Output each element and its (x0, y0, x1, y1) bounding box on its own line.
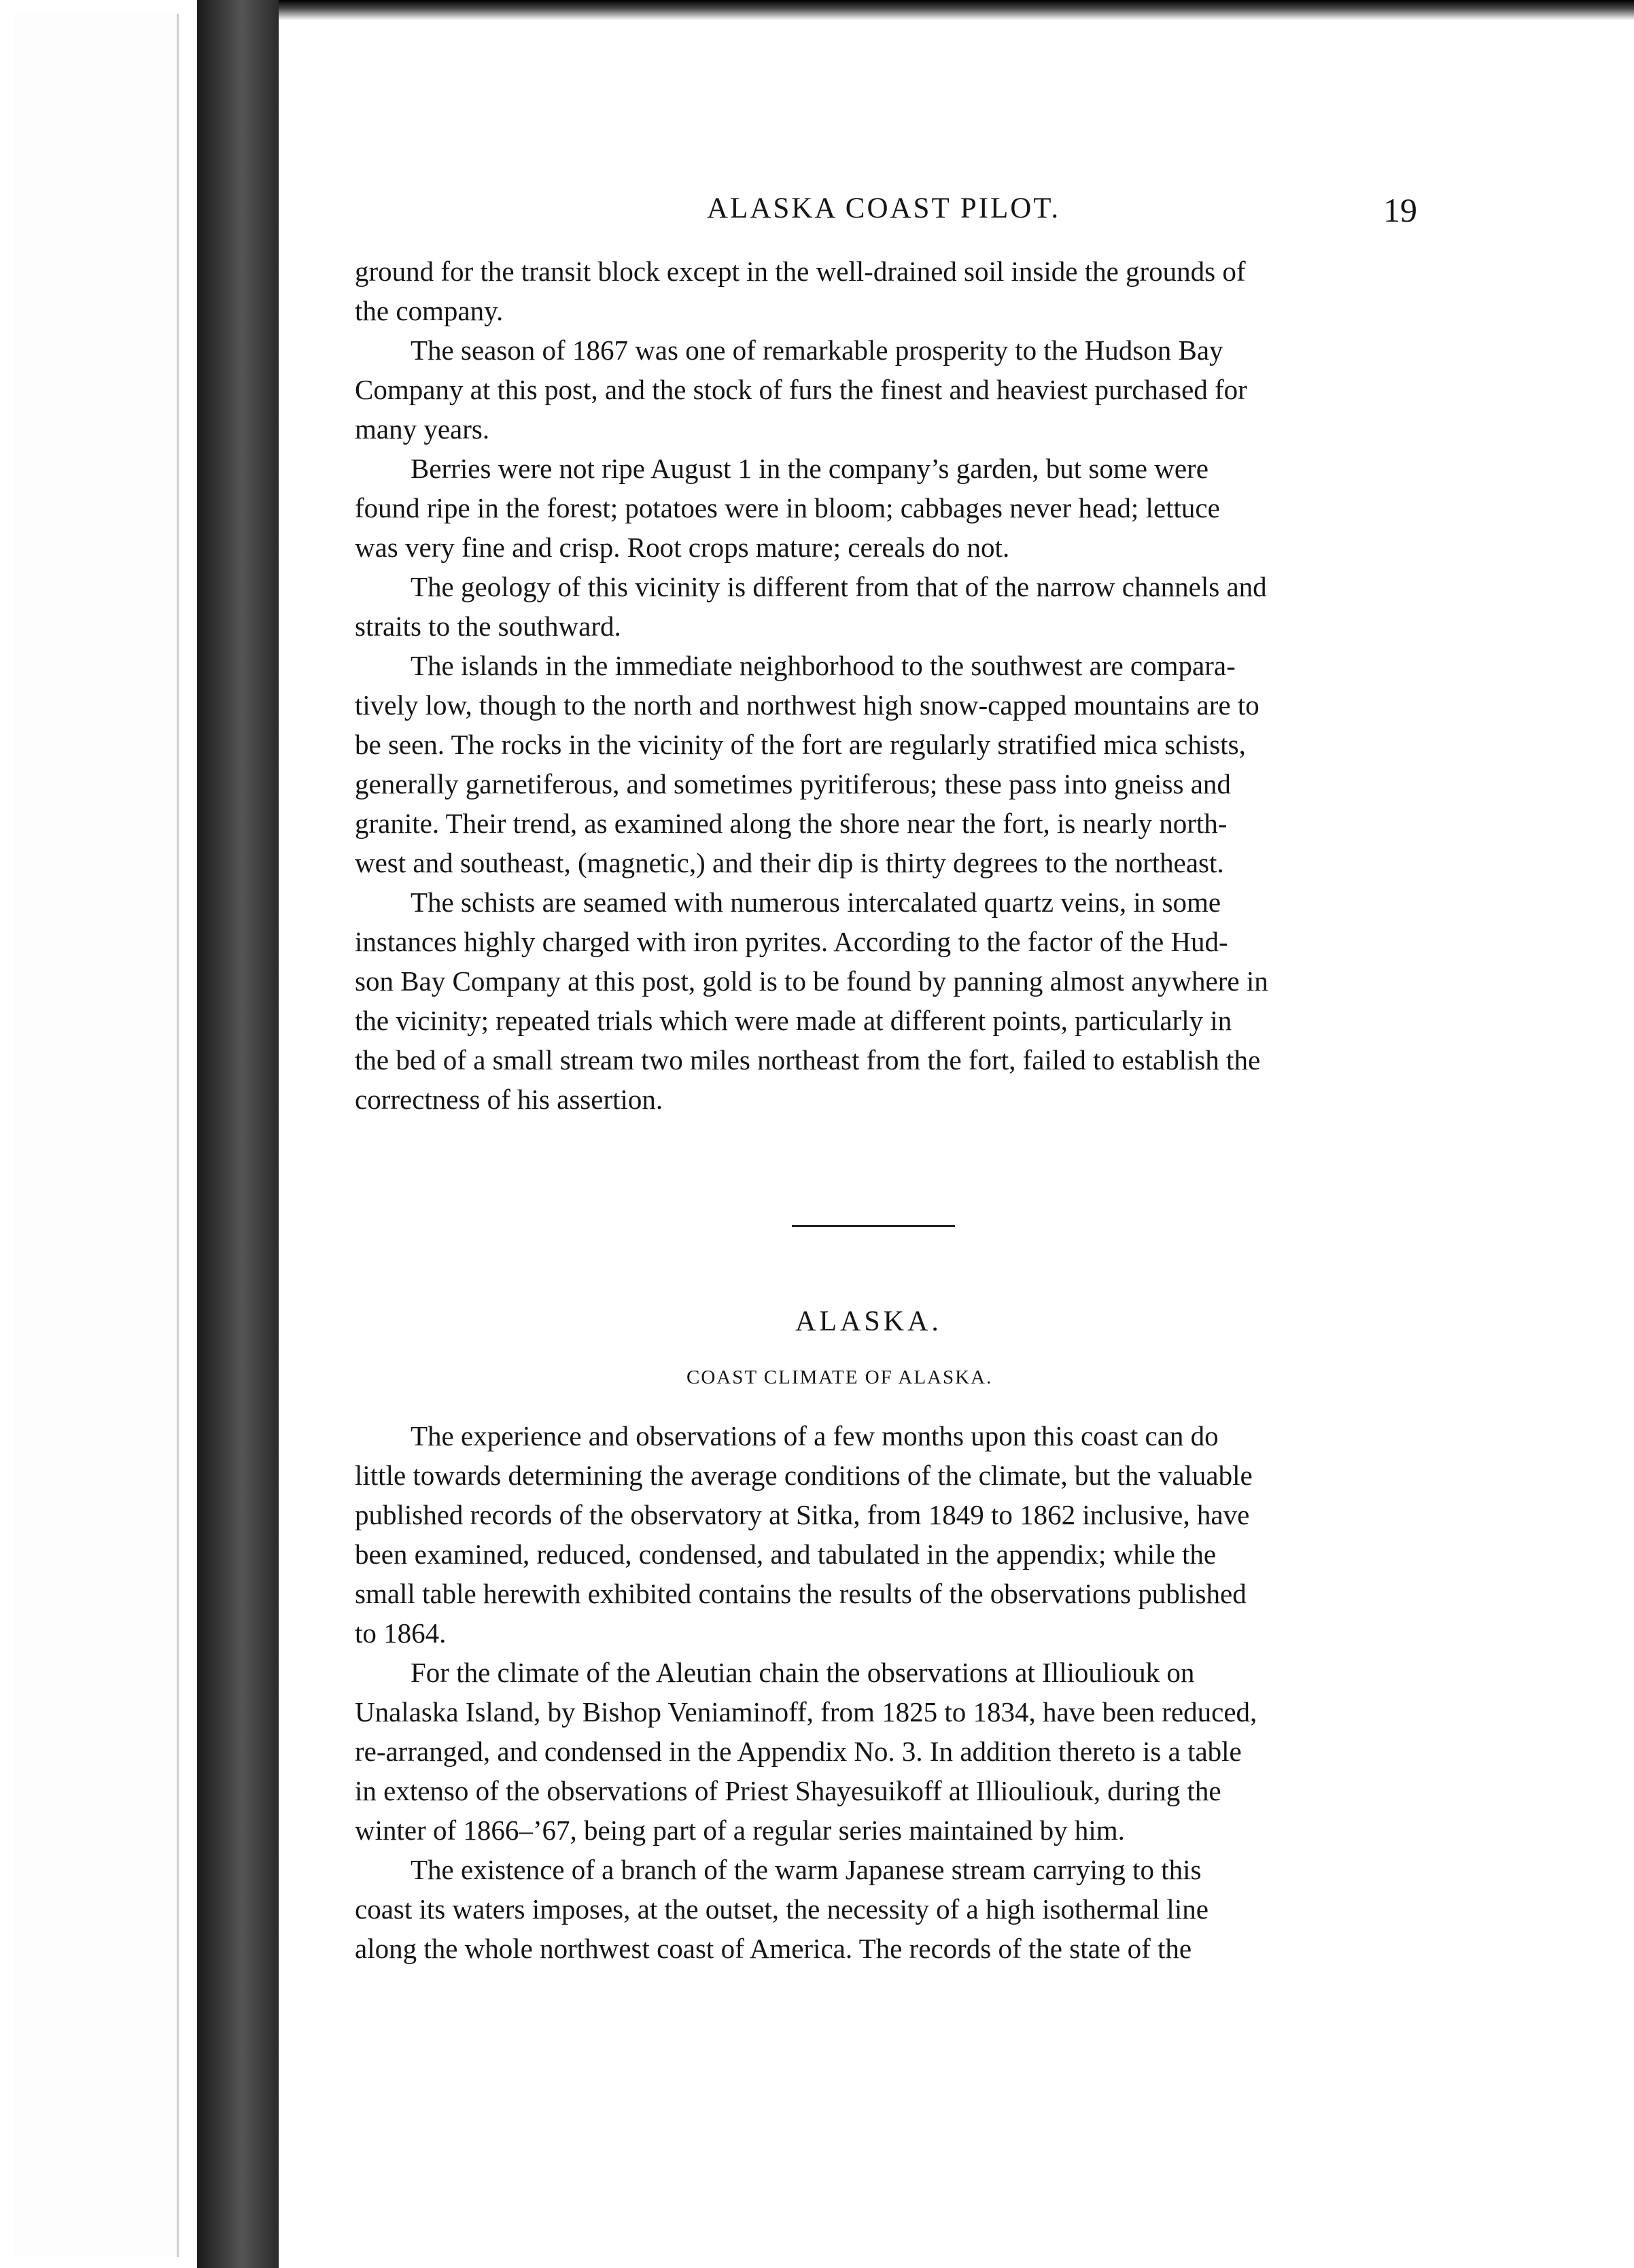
text-line: son Bay Company at this post, gold is to be found by panning almost anywhere in (355, 965, 1268, 997)
running-head: ALASKA COAST PILOT. (707, 192, 1061, 224)
text-line: Unalaska Island, by Bishop Veniaminoff, from 1825 to 1834, have been reduced, (355, 1696, 1257, 1728)
text-line: in extenso of the observations of Priest Shayesuikoff at Illiouliouk, during the (355, 1775, 1221, 1806)
text-line: the vicinity; repeated trials which were made at different points, particularly in (355, 1005, 1232, 1036)
text-line: Berries were not ripe August 1 in the company’s garden, but some were (411, 453, 1209, 484)
text-line: been examined, reduced, condensed, and tabulated in the appendix; while the (355, 1539, 1217, 1570)
page-number: 19 (1383, 191, 1417, 229)
text-line: generally garnetiferous, and sometimes pyritiferous; these pass into gneiss and (355, 768, 1231, 800)
text-line: The season of 1867 was one of remarkable prosperity to the Hudson Bay (411, 334, 1223, 366)
page-top-edge (279, 0, 1634, 20)
text-line: the company. (355, 295, 504, 326)
text-line: be seen. The rocks in the vicinity of the fort are regularly stratified mica schists, (355, 729, 1246, 760)
text-line: granite. Their trend, as examined along the shore near the fort, is nearly north- (355, 808, 1228, 839)
upper-text-block (355, 252, 1634, 1119)
text-line: For the climate of the Aleutian chain the observations at Illiouliouk on (411, 1657, 1195, 1688)
text-line: ground for the transit block except in the well-drained soil inside the grounds of (355, 256, 1246, 287)
text-line: correctness of his assertion. (355, 1084, 663, 1115)
text-line: The existence of a branch of the warm Japanese stream carrying to this (411, 1854, 1202, 1885)
text-line: small table herewith exhibited contains the results of the observations published (355, 1578, 1247, 1609)
text-line: straits to the southward. (355, 611, 621, 642)
facing-page-leaf (14, 14, 179, 2257)
text-line: published records of the observatory at Sitka, from 1849 to 1862 inclusive, have (355, 1499, 1250, 1530)
text-line: re-arranged, and condensed in the Appendix No. 3. In addition thereto is a table (355, 1736, 1242, 1767)
text-line: little towards determining the average conditions of the climate, but the valuable (355, 1460, 1253, 1491)
text-line: The geology of this vicinity is different from that of the narrow channels and (411, 571, 1267, 602)
text-line: The schists are seamed with numerous intercalated quartz veins, in some (411, 887, 1221, 918)
text-line: instances highly charged with iron pyrites. According to the factor of the Hud- (355, 926, 1228, 957)
text-line: many years. (355, 413, 490, 445)
section-title: ALASKA. (795, 1306, 942, 1337)
text-line: was very fine and crisp. Root crops mature; cereals do not. (355, 532, 1010, 563)
text-line: winter of 1866–’67, being part of a regular series maintained by him. (355, 1815, 1125, 1846)
section-divider (792, 1225, 955, 1227)
book-spine (197, 0, 279, 2268)
text-line: to 1864. (355, 1617, 447, 1649)
text-line: the bed of a small stream two miles northeast from the fort, failed to establish the (355, 1044, 1261, 1076)
text-line: coast its waters imposes, at the outset, the necessity of a high isothermal line (355, 1893, 1209, 1925)
text-line: found ripe in the forest; potatoes were in bloom; cabbages never head; lettuce (355, 492, 1220, 523)
text-line: along the whole northwest coast of America. The records of the state of the (355, 1933, 1192, 1964)
text-line: The experience and observations of a few months upon this coast can do (411, 1420, 1219, 1451)
text-line: west and southeast, (magnetic,) and their dip is thirty degrees to the northeast. (355, 847, 1224, 878)
text-line: tively low, though to the north and northwest high snow-capped mountains are to (355, 689, 1259, 721)
text-line: Company at this post, and the stock of furs the finest and heaviest purchased for (355, 374, 1247, 405)
section-subtitle: COAST CLIMATE OF ALASKA. (686, 1367, 993, 1388)
book-page (279, 0, 1634, 2268)
facing-page (0, 0, 197, 2268)
lower-text-block (355, 1416, 1634, 1968)
text-line: The islands in the immediate neighborhood to the southwest are compara- (411, 650, 1236, 681)
